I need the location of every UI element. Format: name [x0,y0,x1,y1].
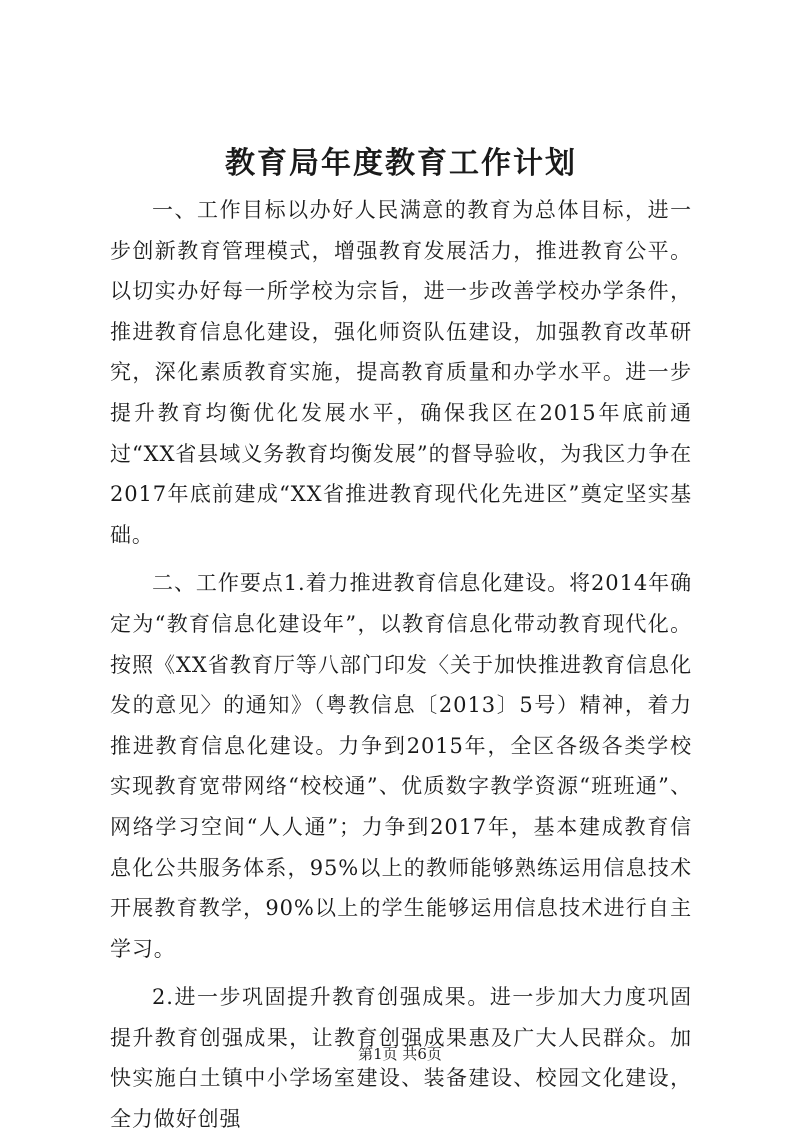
document-title: 教育局年度教育工作计划 [225,146,577,181]
paragraph-goals: 一、工作目标以办好人民满意的教育为总体目标，进一步创新教育管理模式，增强教育发展活力，推进教育公平。以切实办好每一所学校为宗旨，进一步改善学校办学条件，推进教育信息化建设，强化师资队伍建设，加强教育改革研究，深化素质教育实施，提高教育质量和办学水平。进一步提升教育均衡优化发展水平，确保我区在2015年底前通过“XX省县域义务教育均衡发展”的督导验收，为我区力争在2017年底前建成“XX省推进教育现代化先进区”奠定坚实基础。 [110,198,692,547]
page-footer: 第1页 共6页 [358,1045,442,1063]
paragraph-key-points: 二、工作要点1.着力推进教育信息化建设。将2014年确定为“教育信息化建设年”，以教育信息化带动教育现代化。按照《XX省教育厅等八部门印发〈关于加快推进教育信息化发的意见〉的通知》（粤教信息〔2013〕5号）精神，着力推进教育信息化建设。力争到2015年，全区各级各类学校实现教育宽带网络“校校通”、优质数字教学资源“班班通”、网络学习空间“人人通”；力争到2017年，基本建成教育信息化公共服务体系，95%以上的教师能够熟练运用信息技术开展教育教学，90%以上的学生能够运用信息技术进行自主学习。 [110,571,692,961]
document-body [110,190,692,1140]
paragraph-consolidate: 2.进一步巩固提升教育创强成果。进一步加大力度巩固提升教育创强成果，让教育创强成果惠及广大人民群众。加快实施白土镇中小学场室建设、装备建设、校园文化建设，全力做好创强 [110,985,692,1132]
